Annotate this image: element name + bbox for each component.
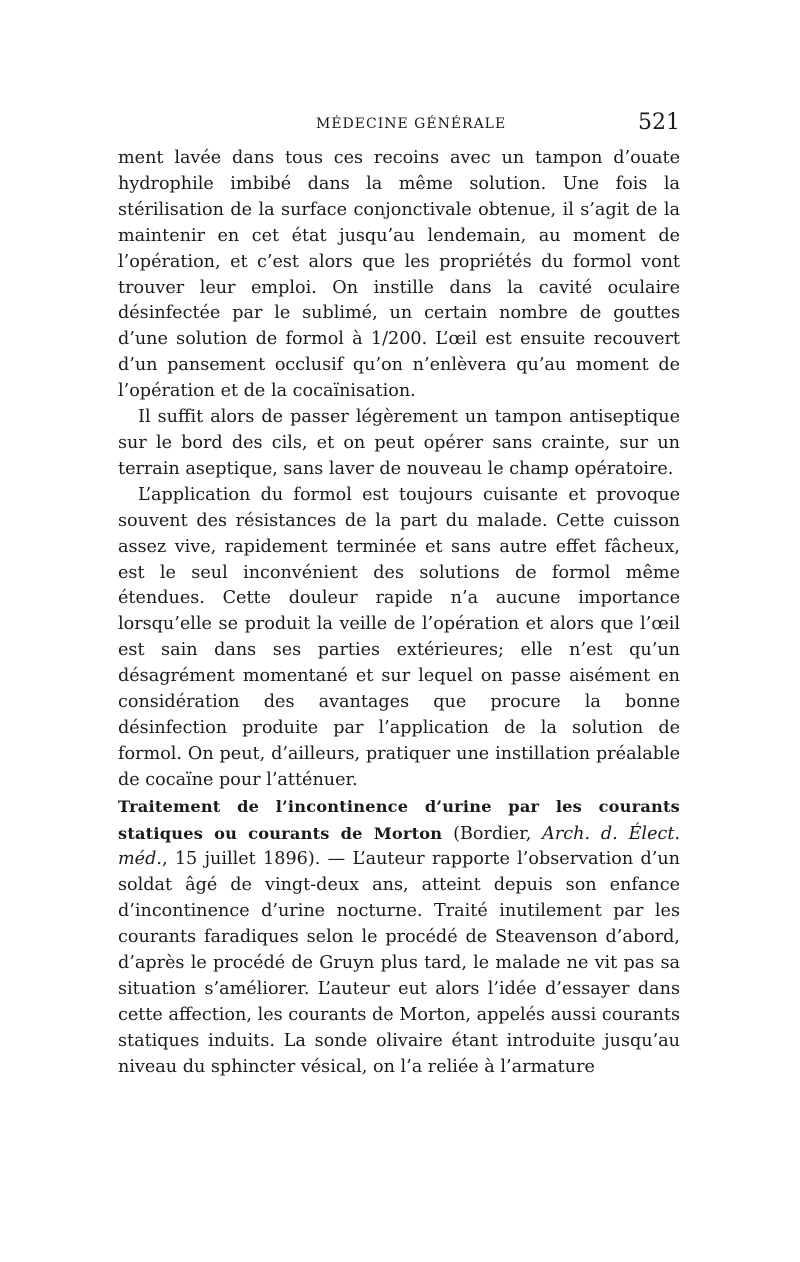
article-ref-open: (Bordier, (442, 823, 543, 844)
article-body: , 15 juillet 1896). — L’auteur rapporte l’observation d’un soldat âgé de vingt-deux ans, atteint depuis son enfance d’incontinence d’urine nocturne. Traité inutilement par les courants faradiques selon le procédé de Steavenson d’abord, d’après le procédé de Gruyn plus tard, le malade ne vit pas sa situation s’améliorer. L’auteur eut alors l’idée d’essayer dans cette affection, les courants de Morton, appelés aussi courants statiques induits. La sonde olivaire étant introduite jusqu’au niveau du sphincter vésical, on l’a reliée à l’armature (118, 849, 680, 1077)
journal-name: Arch. d. Élect. méd. (118, 823, 680, 870)
body-text (118, 146, 680, 1081)
page-header (118, 110, 680, 146)
paragraph-2: Il suffit alors de passer légèrement un tampon antiseptique sur le bord des cils, et on peut opérer sans crainte, sur un terrain aseptique, sans laver de nouveau le champ opératoire. (118, 407, 680, 479)
book-page (118, 110, 680, 1081)
running-head: MÉDECINE GÉNÉRALE (316, 116, 507, 132)
page-number: 521 (638, 110, 680, 135)
paragraph-1: ment lavée dans tous ces recoins avec un tampon d’ouate hydrophile imbibé dans la même solution. Une fois la stérilisation de la surface conjonctivale obtenue, il s’agit de la maintenir en cet état jusqu’au lendemain, au moment de l’opération, et c’est alors que les propriétés du formol vont trouver leur emploi. On instille dans la cavité oculaire désinfectée par le sublimé, un certain nombre de gouttes d’une solution de formol à 1/200. L’œil est ensuite recouvert d’un pansement occlusif qu’on n’enlèvera qu’au moment de l’opération et de la cocaïnisation. (118, 148, 680, 402)
article-title: Traitement de l’incontinence d’urine par les courants statiques ou courants de Morton (118, 796, 680, 843)
article-entry (118, 794, 680, 1081)
paragraph-3: L’application du formol est toujours cuisante et provoque souvent des résistances de la part du malade. Cette cuisson assez vive, rapidement terminée et sans autre effet fâcheux, est le seul inconvénient des solutions de formol même étendues. Cette douleur rapide n’a aucune importance lorsqu’elle se produit la veille de l’opération et alors que l’œil est sain dans ses parties extérieures; elle n’est qu’un désagrément momentané et sur lequel on passe aisément en considération des avantages que procure la bonne désinfection produite par l’application de la solution de formol. On peut, d’ailleurs, pratiquer une instillation préalable de cocaïne pour l’atténuer. (118, 484, 680, 790)
